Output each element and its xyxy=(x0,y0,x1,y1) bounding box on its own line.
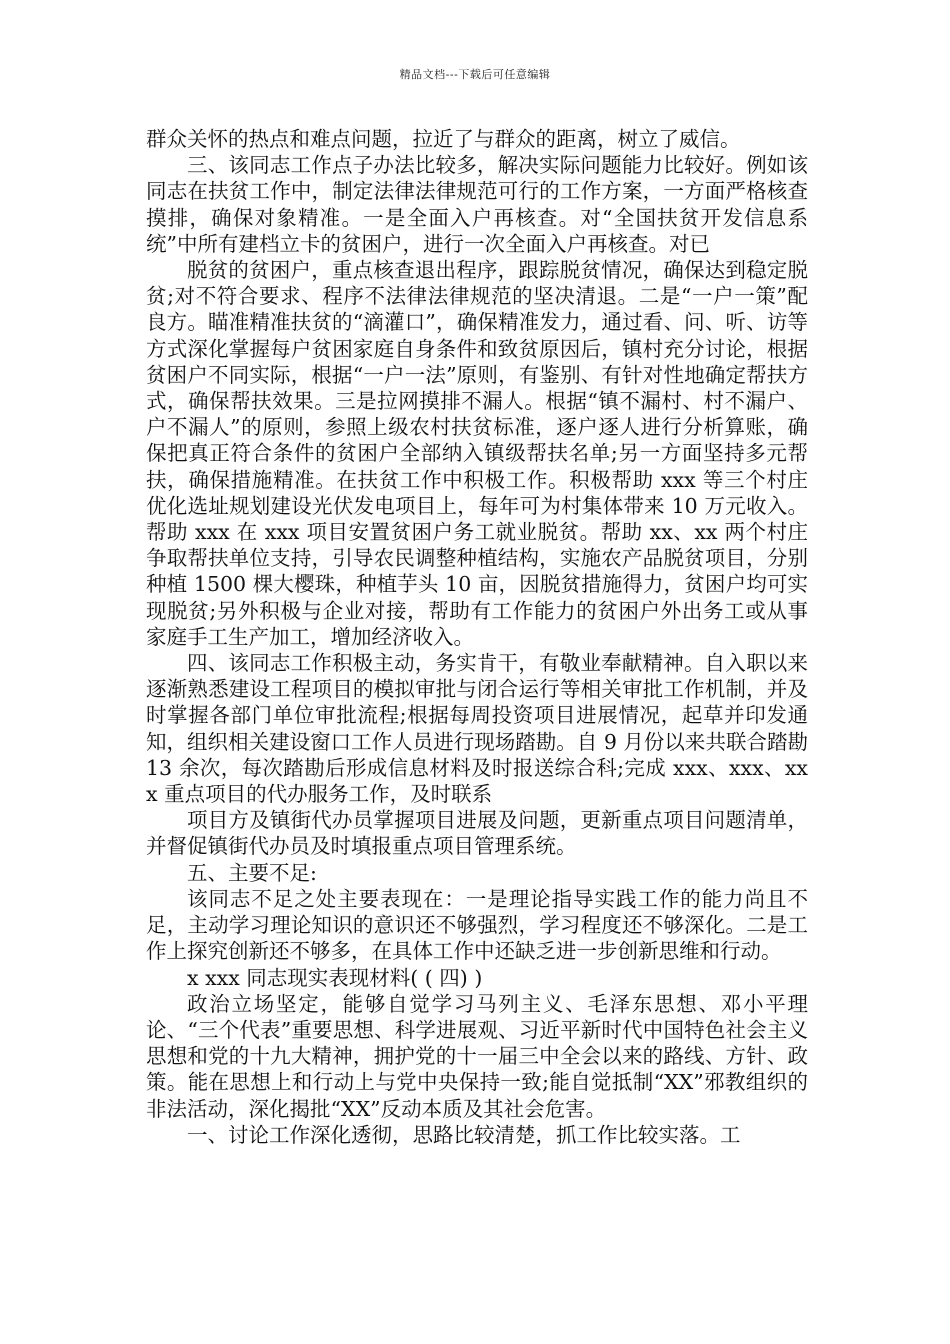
paragraph-5: 项目方及镇街代办员掌握项目进展及问题，更新重点项目问题清单，并督促镇街代办员及时填报重点项目管理系统。 xyxy=(146,808,808,859)
paragraph-4: 四、该同志工作积极主动，务实肯干，有敬业奉献精神。自入职以来逐渐熟悉建设工程项目的模拟审批与闭合运行等相关审批工作机制，并及时掌握各部门单位审批流程;根据每周投资项目进展情况，起草并印发通知，组织相关建设窗口工作人员进行现场踏勘。自 9 月份以来共联合踏勘 13 余次，每次踏勘后形成信息材料及时报送综合科;完成 xxx、xxx、xxx 重点项目的代办服务工作，及时联系 xyxy=(146,651,808,807)
document-body xyxy=(146,126,808,1148)
paragraph-9: 政治立场坚定，能够自觉学习马列主义、毛泽东思想、邓小平理论、“三个代表”重要思想、科学进展观、习近平新时代中国特色社会主义思想和党的十九大精神，拥护党的十一届三中全会以来的路线、方针、政策。能在思想上和行动上与党中央保持一致;能自觉抵制“XX”邪教组织的非法活动，深化揭批“XX”反动本质及其社会危害。 xyxy=(146,991,808,1121)
paragraph-7: 该同志不足之处主要表现在：一是理论指导实践工作的能力尚且不足，主动学习理论知识的意识还不够强烈，学习程度还不够深化。二是工作上探究创新还不够多，在具体工作中还缺乏进一步创新思维和行动。 xyxy=(146,886,808,964)
section-heading-shortcomings: 五、主要不足: xyxy=(187,860,317,885)
paragraph-10: 一、讨论工作深化透彻，思路比较清楚，抓工作比较实落。工 xyxy=(187,1122,741,1147)
section-title-material-4: x xxx 同志现实表现材料( ( 四) ) xyxy=(187,965,483,990)
paragraph-2: 三、该同志工作点子办法比较多，解决实际问题能力比较好。例如该同志在扶贫工作中，制定法律法律规范可行的工作方案，一方面严格核查摸排，确保对象精准。一是全面入户再核查。对“全国扶贫开发信息系统”中所有建档立卡的贫困户，进行一次全面入户再核查。对已 xyxy=(146,153,808,256)
page-header: 精品文档---下载后可任意编辑 xyxy=(399,68,551,81)
paragraph-3: 脱贫的贫困户，重点核查退出程序，跟踪脱贫情况，确保达到稳定脱贫;对不符合要求、程序不法律法律规范的坚决清退。二是“一户一策”配良方。瞄准精准扶贫的“滴灌口”，确保精准发力，通过看、问、听、访等方式深化掌握每户贫困家庭自身条件和致贫原因后，镇村充分讨论，根据贫困户不同实际，根据“一户一法”原则，有鉴别、有针对性地确定帮扶方式，确保帮扶效果。三是拉网摸排不漏人。根据“镇不漏村、村不漏户、户不漏人”的原则，参照上级农村扶贫标准，逐户逐人进行分析算账，确保把真正符合条件的贫困户全部纳入镇级帮扶名单;另一方面坚持多元帮扶，确保措施精准。在扶贫工作中积极工作。积极帮助 xxx 等三个村庄优化选址规划建设光伏发电项目上，每年可为村集体带来 10 万元收入。帮助 xxx 在 xxx 项目安置贫困户务工就业脱贫。帮助 xx、xx 两个村庄争取帮扶单位支持，引导农民调整种植结构，实施农产品脱贫项目，分别种植 1500 棵大樱珠，种植芋头 10 亩，因脱贫措施得力，贫困户均可实现脱贫;另外积极与企业对接，帮助有工作能力的贫困户外出务工或从事家庭手工生产加工，增加经济收入。 xyxy=(146,258,808,649)
paragraph-1: 群众关怀的热点和难点问题，拉近了与群众的距离，树立了威信。 xyxy=(146,127,741,151)
